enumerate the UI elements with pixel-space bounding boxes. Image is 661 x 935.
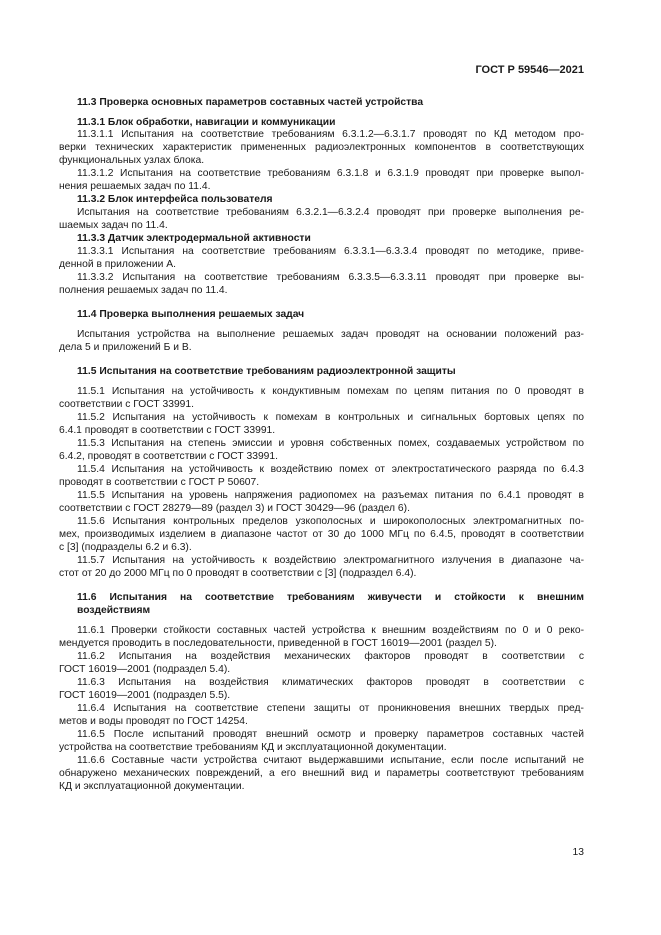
text-line: с [3] (подразделы 6.2 и 6.3).: [59, 542, 192, 553]
subsection-heading: 11.3.2 Блок интерфейса пользователя: [77, 194, 273, 205]
text-line: 11.5.7 Испытания на устойчивость к воздействию электромагнитного излучения в диапазоне ча-: [77, 555, 584, 566]
text-line: КД и эксплуатационной документации.: [59, 781, 245, 792]
text-line: мендуется проводить в последовательности, приведенной в ГОСТ 16019—2001 (раздел 5).: [59, 638, 497, 649]
text-line: верки технических характеристик примененных радиоэлектронных компонентов в соответствующих: [59, 142, 584, 153]
section-heading: 11.4 Проверка выполнения решаемых задач: [77, 309, 305, 320]
text-line: 11.6.4 Испытания на соответствие степени защиты от проникновения внешних твердых пред-: [77, 703, 584, 714]
text-line: мех, производимых изделием в диапазоне частот от 30 до 1000 МГц по 6.4.5, проводят в соответствии: [59, 529, 584, 540]
text-line: 11.5.6 Испытания контрольных пределов узкополосных и широкополосных электромагнитных по-: [77, 516, 584, 527]
text-line: 11.3.1.1 Испытания на соответствие требованиям 6.3.1.2—6.3.1.7 проводят по КД методом про-: [77, 129, 584, 140]
text-line: 6.4.1 проводят в соответствии с ГОСТ 33991.: [59, 425, 276, 436]
text-line: шаемых задач по 11.4.: [59, 220, 168, 231]
text-line: обнаружено механических повреждений, а его внешний вид и параметры соответствуют требованиям: [59, 768, 584, 779]
section-heading: 11.6 Испытания на соответствие требованиям живучести и стойкости к внешним: [77, 592, 584, 603]
text-line: 11.6.6 Составные части устройства считают выдержавшими испытание, если после испытаний не: [77, 755, 584, 766]
text-line: стот от 20 до 2000 МГц по 0 проводят в соответствии с [3] (подраздел 6.4).: [59, 568, 417, 579]
text-line: 11.3.3.2 Испытания на соответствие требованиям 6.3.3.5—6.3.3.11 проводят при проверке вы-: [77, 272, 584, 283]
text-line: ГОСТ 16019—2001 (подраздел 5.4).: [59, 664, 231, 675]
text-line: нения решаемых задач по 11.4.: [59, 181, 211, 192]
text-line: устройства на соответствие требованиям КД и эксплуатационной документации.: [59, 742, 447, 753]
text-line: 11.5.1 Испытания на устойчивость к кондуктивным помехам по цепям питания по 0 проводят в: [77, 386, 584, 397]
section-heading-cont: воздействиям: [77, 605, 151, 616]
text-line: 6.4.2, проводят в соответствии с ГОСТ 33991.: [59, 451, 278, 462]
text-line: 11.5.5 Испытания на уровень напряжения радиопомех на разъемах питания по 6.4.1 проводят в: [77, 490, 584, 501]
text-line: 11.6.2 Испытания на воздействия механических факторов проводят в соответствии с: [77, 651, 584, 662]
subsection-heading: 11.3.3 Датчик электродермальной активности: [77, 233, 311, 244]
text-line: Испытания устройства на выполнение решаемых задач проводят на основании положений раз-: [77, 329, 584, 340]
text-line: дела 5 и приложений Б и В.: [59, 342, 192, 353]
text-line: 11.6.3 Испытания на воздействия климатических факторов проводят в соответствии с: [77, 677, 584, 688]
text-line: соответствии с ГОСТ 33991.: [59, 399, 195, 410]
text-line: 11.5.2 Испытания на устойчивость к помехам в контрольных и сигнальных бортовых цепях по: [77, 412, 584, 423]
text-line: 11.6.1 Проверки стойкости составных частей устройства к внешним воздействиям по 0 и 0 реко-: [77, 625, 584, 636]
text-line: функциональных узлах блока.: [59, 155, 205, 166]
subsection-heading: 11.3.1 Блок обработки, навигации и коммуникации: [77, 117, 336, 128]
page-number: 13: [572, 847, 584, 858]
text-line: 11.5.3 Испытания на степень эмиссии и уровня собственных помех, создаваемых устройством по: [77, 438, 584, 449]
text-line: 11.3.1.2 Испытания на соответствие требованиям 6.3.1.8 и 6.3.1.9 проводят при проверке выпол-: [77, 168, 584, 179]
text-line: денной в приложении А.: [59, 259, 176, 270]
text-line: полнения решаемых задач по 11.4.: [59, 285, 228, 296]
text-line: 11.3.3.1 Испытания на соответствие требованиям 6.3.3.1—6.3.3.4 проводят по методике, приве-: [77, 246, 584, 257]
doc-code: ГОСТ Р 59546—2021: [475, 64, 584, 76]
text-line: метов и воды проводят по ГОСТ 14254.: [59, 716, 248, 727]
section-heading: 11.3 Проверка основных параметров составных частей устройства: [77, 97, 424, 108]
text-line: 11.5.4 Испытания на устойчивость к воздействию помех от электростатического разряда по 6.4.3: [77, 464, 584, 475]
text-line: ГОСТ 16019—2001 (подраздел 5.5).: [59, 690, 231, 701]
section-heading: 11.5 Испытания на соответствие требованиям радиоэлектронной защиты: [77, 366, 456, 377]
text-line: проводят в соответствии с ГОСТ Р 50607.: [59, 477, 260, 488]
text-line: 11.6.5 После испытаний проводят внешний осмотр и проверку параметров составных частей: [77, 729, 584, 740]
text-line: соответствии с ГОСТ 28279—89 (раздел 3) и ГОСТ 30429—96 (раздел 6).: [59, 503, 410, 514]
text-line: Испытания на соответствие требованиям 6.3.2.1—6.3.2.4 проводят при проверке выполнения ре-: [77, 207, 584, 218]
